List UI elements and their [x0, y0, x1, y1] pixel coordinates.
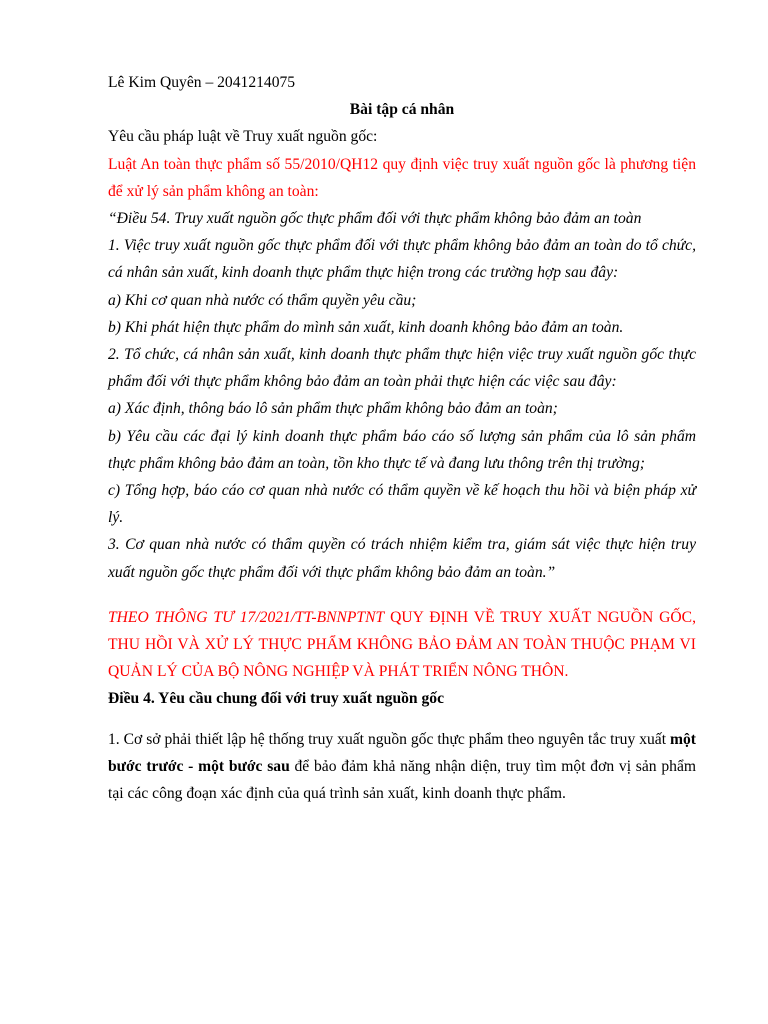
article54-heading: “Điều 54. Truy xuất nguồn gốc thực phẩm đối với thực phẩm không bảo đảm an toàn	[108, 210, 642, 228]
subtitle: Yêu cầu pháp luật về Truy xuất nguồn gốc:	[108, 128, 378, 146]
article54-clause2a: a) Xác định, thông báo lô sản phẩm thực phẩm không bảo đảm an toàn;	[108, 400, 558, 418]
article54-clause2c: c) Tổng hợp, báo cáo cơ quan nhà nước có thẩm quyền về kế hoạch thu hồi và biện pháp xử lý.	[108, 482, 696, 527]
circular-heading	[108, 604, 696, 685]
article4-clause1-bold: một bước trước - một bước sau	[108, 731, 696, 776]
author-line: Lê Kim Quyên – 2041214075	[108, 74, 296, 91]
law-intro: Luật An toàn thực phẩm số 55/2010/QH12 quy định việc truy xuất nguồn gốc là phương tiện để xử lý sản phẩm không an toàn:	[108, 155, 696, 200]
document-title: Bài tập cá nhân	[349, 101, 455, 119]
article54-clause2b: b) Yêu cầu các đại lý kinh doanh thực phẩm báo cáo số lượng sản phẩm của lô sản phẩm thực phẩm không bảo đảm an toàn, tồn kho thực tế và đang lưu thông trên thị trường;	[108, 427, 696, 472]
article4-clause1-end: để bảo đảm khả năng nhận diện, truy tìm một đơn vị sản phẩm tại các công đoạn xác định của quá trình sản xuất, kinh doanh thực phẩm.	[108, 758, 697, 803]
article4-heading: Điều 4. Yêu cầu chung đối với truy xuất nguồn gốc	[108, 689, 445, 707]
article4-clause1-start: 1. Cơ sở phải thiết lập hệ thống truy xuất nguồn gốc thực phẩm theo nguyên tắc truy xuất	[108, 731, 671, 749]
article54-clause1a: a) Khi cơ quan nhà nước có thẩm quyền yêu cầu;	[108, 291, 417, 309]
article54-clause2: 2. Tổ chức, cá nhân sản xuất, kinh doanh thực phẩm thực hiện việc truy xuất nguồn gốc thực phẩm đối với thực phẩm không bảo đảm an toàn phải thực hiện các việc sau đây:	[108, 346, 696, 391]
article4-clause1	[108, 726, 696, 808]
article54-clause1b: b) Khi phát hiện thực phẩm do mình sản xuất, kinh doanh không bảo đảm an toàn.	[108, 318, 624, 336]
article54-clause1: 1. Việc truy xuất nguồn gốc thực phẩm đối với thực phẩm không bảo đảm an toàn do tổ chức, cá nhân sản xuất, kinh doanh thực phẩm thực hiện trong các trường hợp sau đây:	[108, 237, 696, 282]
article54-clause3: 3. Cơ quan nhà nước có thẩm quyền có trách nhiệm kiểm tra, giám sát việc thực hiện truy xuất nguồn gốc thực phẩm đối với thực phẩm không bảo đảm an toàn.”	[108, 536, 696, 581]
circular-title-rest: QUY ĐỊNH VỀ TRUY XUẤT NGUỒN GỐC, THU HỒI VÀ XỬ LÝ THỰC PHẨM KHÔNG BẢO ĐẢM AN TOÀN THUỘC PHẠM VI QUẢN LÝ CỦA BỘ NÔNG NGHIỆP VÀ PHÁT TRIỂN NÔNG THÔN.	[108, 608, 696, 680]
circular-title-italic: THEO THÔNG TƯ 17/2021/TT-BNNPTNT	[108, 608, 385, 626]
